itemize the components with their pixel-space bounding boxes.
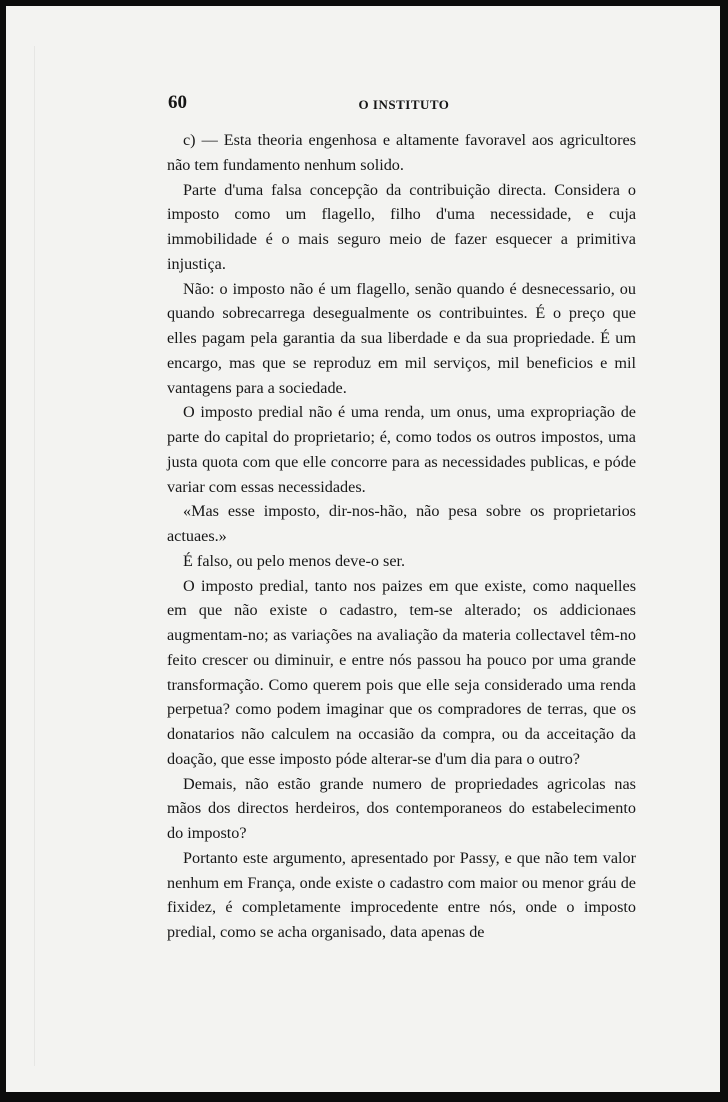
paragraph-tax-altered: O imposto predial, tanto nos paizes em que existe, como naquelles em que não existe o cadastro, tem-se alterado; os addicionaes augmentam-no; as variações na avaliação da materia collectavel têm-no feito crescer ou diminuir, e entre nós passou ha pouco por uma grande transformação. Como querem pois que elle seja considerado uma renda perpetua? como podem imaginar que os compradores de terras, que os donatarios não calculem na occasião da compra, ou da acceitação da doação, que esse imposto póde alterar-se d'um dia para o outro?	[167, 576, 636, 768]
paragraph-false-conception: Parte d'uma falsa concepção da contribuição directa. Considera o imposto como um flagello, filho d'uma necessidade, e cuja immobilidade é o mais seguro meio de fazer esquecer a primitiva injustiça.	[167, 180, 636, 273]
paragraph-tax-not-scourge: Não: o imposto não é um flagello, senão quando é desnecessario, ou quando sobrecarrega desegualmente os contribuintes. É o preço que elles pagam pela garantia da sua liberdade e da sua propriedade. É um encargo, mas que se reproduz em mil serviços, mil beneficios e mil vantagens para a sociedade.	[167, 279, 636, 397]
paragraph-heirs-question: Demais, não estão grande numero de propriedades agricolas nas mãos dos directos herdeiros, dos contemporaneos do estabelecimento do imposto?	[167, 774, 636, 842]
running-head: O INSTITUTO	[358, 97, 450, 112]
paragraph-objection-quote: «Mas esse imposto, dir-nos-hão, não pesa sobre os proprietarios actuaes.»	[167, 502, 636, 545]
page-header	[166, 92, 642, 116]
paragraph-passy-argument: Portanto este argumento, apresentado por Passy, e que não tem valor nenhum em França, onde existe o cadastro com maior ou menor gráu de fixidez, é completamente improcedente entre nós, onde o imposto predial, como se acha organisado, data apenas de	[167, 848, 636, 941]
page-shadow	[34, 46, 35, 1066]
paragraph-theory-critique: c) — Esta theoria engenhosa e altamente favoravel aos agricultores não tem fundamento nenhum solido.	[167, 131, 636, 174]
body-text	[167, 128, 636, 945]
paragraph-property-tax-not-rent: O imposto predial não é uma renda, um onus, uma expropriação de parte do capital do proprietario; é, como todos os outros impostos, uma justa quota com que elle concorre para as necessidades publicas, e póde variar com essas necessidades.	[167, 403, 636, 496]
paragraph-false: É falso, ou pelo menos deve-o ser.	[183, 551, 406, 570]
book-page	[6, 6, 720, 1092]
page-number: 60	[168, 92, 187, 113]
